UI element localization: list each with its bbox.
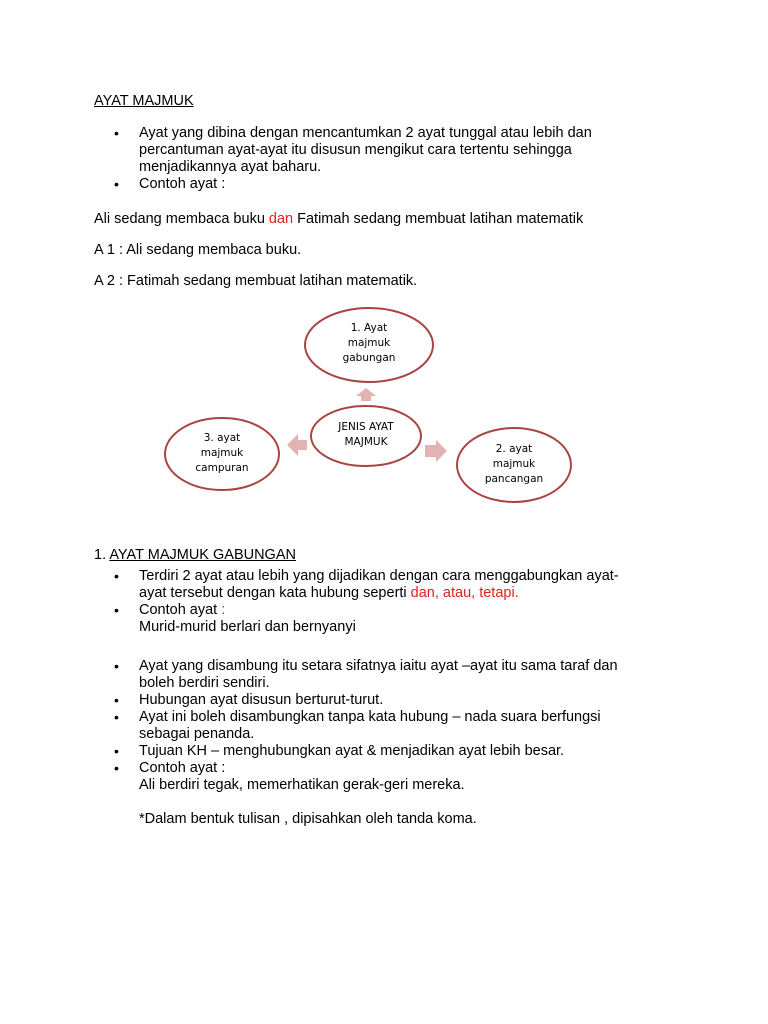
list-item: • Ayat ini boleh disambungkan tanpa kata hubung – nada suara berfungsi sebagai penanda. [114, 709, 601, 742]
left-node [165, 418, 279, 490]
svg-text:gabungan: gabungan [342, 352, 396, 364]
bullet-icon: • [114, 176, 119, 192]
bullet-icon: • [114, 568, 119, 584]
svg-text:majmuk: majmuk [347, 337, 391, 349]
example-text: Murid-murid berlari dan bernyanyi [139, 619, 356, 635]
page-heading: AYAT MAJMUK [94, 93, 194, 109]
section-bullet-list [94, 568, 714, 636]
arrow-up-icon [356, 388, 376, 401]
sentence-a1: A 1 : Ali sedang membaca buku. [94, 242, 302, 258]
bullet-icon: • [114, 743, 119, 759]
arrow-right-icon [425, 440, 447, 462]
bullet-icon: • [114, 125, 119, 141]
list-item: • Tujuan KH – menghubungkan ayat & menjadikan ayat lebih besar. [114, 743, 565, 759]
svg-text:1. Ayat: 1. Ayat [350, 322, 388, 334]
sentence-type-diagram [0, 300, 768, 510]
bullet-icon: • [114, 760, 119, 776]
section-title: AYAT MAJMUK GABUNGAN [109, 547, 296, 563]
bullet-icon: • [114, 602, 119, 618]
svg-text:JENIS AYAT: JENIS AYAT [338, 421, 394, 433]
section-bullet-list-2 [94, 658, 714, 828]
sentence-a2: A 2 : Fatimah sedang membuat latihan matematik. [94, 273, 418, 289]
list-item: • Terdiri 2 ayat atau lebih yang dijadikan dengan cara menggabungkan ayat- ayat tersebut dengan kata hubung seperti dan, atau, tetapi. [114, 568, 619, 601]
svg-text:3. ayat: 3. ayat [203, 432, 241, 444]
svg-text:pancangan: pancangan [484, 473, 544, 485]
note-text: *Dalam bentuk tulisan , dipisahkan oleh tanda koma. [139, 811, 477, 827]
list-item: • Contoh ayat : Murid-murid berlari dan bernyanyi [94, 602, 714, 636]
example-sentence: Ali sedang membaca buku dan Fatimah sedang membuat latihan matematik [94, 211, 584, 227]
svg-text:MAJMUK: MAJMUK [344, 436, 388, 448]
svg-text:majmuk: majmuk [200, 447, 244, 459]
svg-text:majmuk: majmuk [492, 458, 536, 470]
bullet-icon: • [114, 692, 119, 708]
list-item: • Ayat yang disambung itu setara sifatnya iaitu ayat –ayat itu sama taraf dan boleh berdiri sendiri. [114, 658, 618, 691]
example-text: Ali berdiri tegak, memerhatikan gerak-geri mereka. [139, 777, 465, 793]
bullet-icon: • [114, 709, 119, 725]
list-item: • Hubungan ayat disusun berturut-turut. [114, 692, 384, 708]
bullet-icon: • [114, 658, 119, 674]
intro-bullet-list [94, 125, 694, 193]
arrow-left-icon [287, 434, 307, 456]
right-node [457, 428, 571, 502]
section-heading [94, 547, 296, 564]
center-node [311, 406, 421, 466]
list-item: • Contoh ayat : [114, 176, 226, 192]
conjunction-list: dan, atau, tetapi. [410, 585, 519, 601]
top-node [305, 308, 433, 382]
section-number: 1. [94, 547, 107, 563]
list-item: • Ayat yang dibina dengan mencantumkan 2 ayat tunggal atau lebih dan percantuman ayat-ayat itu disusun mengikut cara tertentu sehingga menjadikannya ayat baharu. [114, 125, 592, 175]
list-item: • Contoh ayat : Ali berdiri tegak, memerhatikan gerak-geri mereka. *Dalam bentuk tulisan , dipisahkan oleh tanda koma. [94, 760, 714, 828]
svg-text:campuran: campuran [195, 462, 249, 474]
conjunction-highlight: dan [268, 211, 294, 227]
svg-text:2. ayat: 2. ayat [495, 443, 533, 455]
